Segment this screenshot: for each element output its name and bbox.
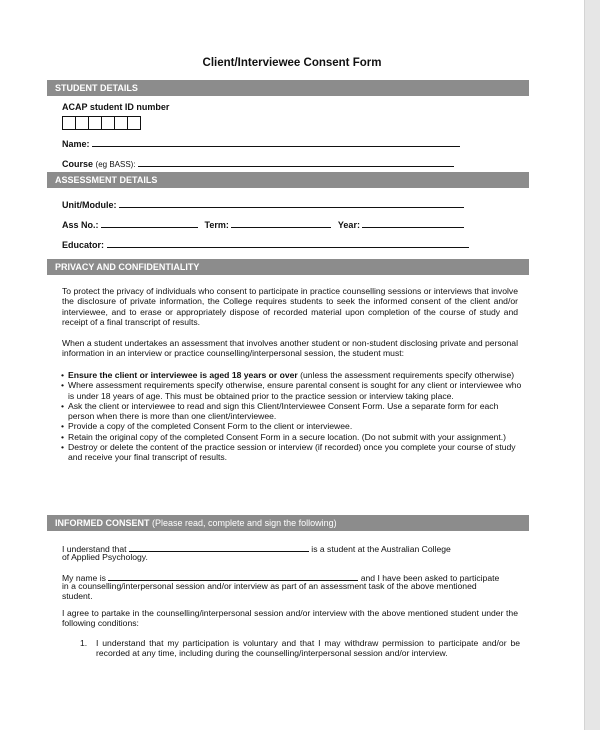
id-digit-box[interactable] <box>75 116 89 130</box>
ass-label: Ass No.: <box>62 220 99 230</box>
understand-line2: of Applied Psychology. <box>62 552 148 562</box>
list-item: • Destroy or delete the content of the practice session or interview (if recorded) once you complete your course of study and receive your final transcript of results. <box>62 442 522 463</box>
year-label: Year: <box>337 220 360 230</box>
term-label: Term: <box>204 220 229 230</box>
course-field[interactable] <box>138 157 454 167</box>
myname-suffix: and I have been asked to participate <box>360 573 500 583</box>
educator-row <box>62 238 469 250</box>
name-row <box>62 137 460 149</box>
id-digit-box[interactable] <box>88 116 102 130</box>
educator-field[interactable] <box>107 238 469 248</box>
condition-number: 1. <box>80 638 88 648</box>
privacy-header: PRIVACY AND CONFIDENTIALITY <box>47 259 529 275</box>
id-digit-box[interactable] <box>101 116 115 130</box>
student-name-field[interactable] <box>129 542 309 552</box>
student-details-header: STUDENT DETAILS <box>47 80 529 96</box>
student-id-boxes[interactable] <box>62 116 140 130</box>
privacy-paragraph-2: When a student undertakes an assessment that involves another student or non-student disclosing private and personal information in an interview or practice counselling/interpersonal session, the student must: <box>62 338 518 359</box>
list-item: • Retain the original copy of the completed Consent Form in a secure location. (Do not submit with your assignment.) <box>62 432 522 442</box>
term-field[interactable] <box>231 218 331 228</box>
course-row <box>62 157 454 169</box>
list-item: • Provide a copy of the completed Consent Form to the client or interviewee. <box>62 421 522 431</box>
myname-line2: in a counselling/interpersonal session and/or interview as part of an assessment task of the above mentioned <box>62 581 477 591</box>
name-label: Name: <box>62 139 90 149</box>
year-field[interactable] <box>362 218 464 228</box>
id-digit-box[interactable] <box>127 116 141 130</box>
privacy-paragraph-1: To protect the privacy of individuals who consent to participate in practice counselling sessions or interviews that involve the disclosure of private information, the College requires students to seek the informed consent of the client and/or interviewee, and to erase or appropriately dispose of recorded material upon completion of the course of study and receipt of a final transcript of results. <box>62 286 518 327</box>
unit-label: Unit/Module: <box>62 200 117 210</box>
myname-prefix: My name is <box>62 573 106 583</box>
understand-prefix: I understand that <box>62 544 127 554</box>
myname-line3: student. <box>62 591 93 601</box>
agree-paragraph: I agree to partake in the counselling/interpersonal session and/or interview with the above mentioned student under the following conditions: <box>62 608 518 629</box>
form-title: Client/Interviewee Consent Form <box>202 57 382 69</box>
list-item: • Ask the client or interviewee to read and sign this Client/Interviewee Consent Form. Use a separate form for each person when there is more than one client/interviewee. <box>62 401 522 422</box>
educator-label: Educator: <box>62 240 105 250</box>
id-digit-box[interactable] <box>114 116 128 130</box>
condition-text: I understand that my participation is voluntary and that I may withdraw permission to participate and/or be recorded at any time, including during the counselling/interpersonal session and/or interview. <box>96 638 520 659</box>
ass-row <box>62 218 464 230</box>
acap-id-label: ACAP student ID number <box>62 102 170 112</box>
condition-item <box>80 638 520 659</box>
id-digit-box[interactable] <box>62 116 76 130</box>
requirements-list <box>62 370 522 463</box>
understand-suffix: is a student at the Australian College <box>311 544 451 554</box>
assessment-details-header: ASSESSMENT DETAILS <box>47 172 529 188</box>
ass-no-field[interactable] <box>101 218 198 228</box>
course-hint: (eg BASS): <box>95 160 136 169</box>
list-item: • Where assessment requirements specify otherwise, ensure parental consent is sought for any client or interviewee who is under 18 years of age. This must be obtained prior to the practice session or interview taking place. <box>62 380 522 401</box>
name-field[interactable] <box>92 137 460 147</box>
informed-consent-header: INFORMED CONSENT (Please read, complete and sign the following) <box>47 515 529 531</box>
course-label: Course <box>62 159 94 169</box>
unit-row <box>62 198 464 210</box>
unit-field[interactable] <box>119 198 464 208</box>
list-item: • Ensure the client or interviewee is aged 18 years or over (unless the assessment requirements specify otherwise) <box>62 370 522 380</box>
participant-name-field[interactable] <box>108 571 358 581</box>
viewer-scroll-rail[interactable] <box>585 0 600 730</box>
